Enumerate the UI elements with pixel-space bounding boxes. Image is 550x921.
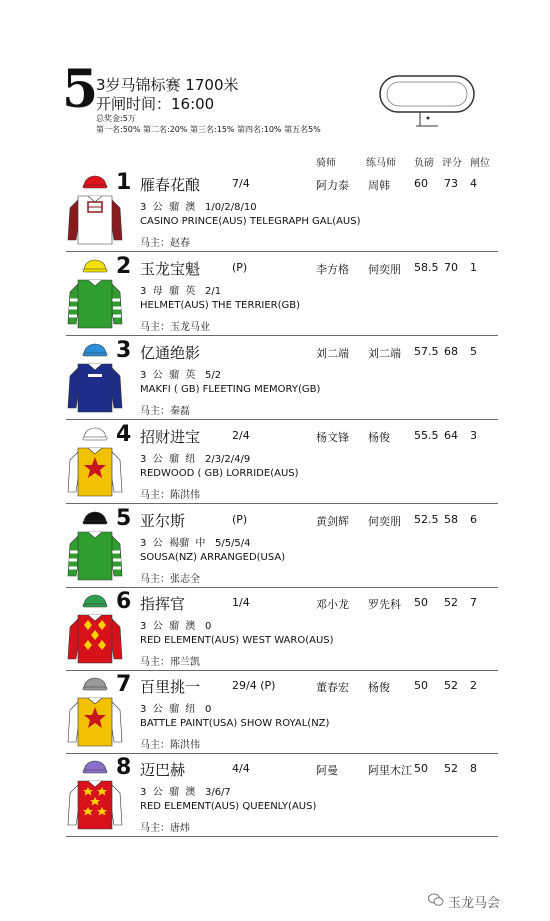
trainer-name: 杨俊 (368, 431, 390, 444)
horse-owner: 马主：陈洪伟 (140, 490, 200, 501)
jockey-name: 刘二端 (316, 347, 349, 360)
jockey-name: 董春宏 (316, 681, 349, 694)
horse-info: 3 母 骝 英 2/1 (140, 286, 222, 297)
horse-owner: 马主：唐炜 (140, 823, 190, 834)
horse-pedigree: CASINO PRINCE(AUS) TELEGRAPH GAL(AUS) (140, 216, 361, 227)
rating: 68 (444, 345, 458, 358)
horse-owner: 马主：赵春 (140, 238, 190, 249)
horse-odds: 29/4 (P) (232, 679, 276, 692)
carried-weight: 50 (414, 679, 428, 692)
horse-pedigree: SOUSA(NZ) ARRANGED(USA) (140, 552, 286, 563)
draw: 3 (470, 429, 477, 442)
horse-owner: 马主：邢兰凯 (140, 657, 200, 668)
carried-weight: 55.5 (414, 429, 439, 442)
horse-name: 迈巴赫 (140, 761, 186, 779)
horse-odds: 1/4 (232, 596, 250, 609)
horse-owner: 马主：秦磊 (140, 406, 190, 417)
horse-owner: 马主：玉龙马业 (140, 322, 210, 333)
draw: 1 (470, 261, 477, 274)
horse-info: 3 公 骝 澳 0 (140, 621, 212, 632)
horse-number: 8 (116, 755, 132, 780)
trainer-name: 罗先科 (368, 598, 401, 611)
rating: 52 (444, 596, 458, 609)
draw: 5 (470, 345, 477, 358)
horse-number: 4 (116, 422, 132, 447)
rating: 52 (444, 679, 458, 692)
jockey-name: 李方格 (316, 263, 349, 276)
horse-pedigree: BATTLE PAINT(USA) SHOW ROYAL(NZ) (140, 718, 330, 729)
horse-owner: 马主：张志全 (140, 574, 200, 585)
rating: 73 (444, 177, 458, 190)
horse-number: 2 (116, 254, 132, 279)
horse-info: 3 公 骝 英 5/2 (140, 370, 222, 381)
horse-odds: 7/4 (232, 177, 250, 190)
horse-info: 3 公 骝 澳 3/6/7 (140, 787, 231, 798)
trainer-name: 刘二端 (368, 347, 401, 360)
jockey-name: 阿力泰 (316, 179, 349, 192)
trainer-name: 何奕朋 (368, 515, 401, 528)
horse-odds: 2/4 (232, 429, 250, 442)
race-prize: 总奖金:5万 (96, 114, 136, 123)
horse-owner: 马主：陈洪伟 (140, 740, 200, 751)
horse-pedigree: RED ELEMENT(AUS) WEST WARO(AUS) (140, 635, 334, 646)
rating: 64 (444, 429, 458, 442)
runner-row (66, 753, 498, 837)
horse-name: 百里挑一 (140, 678, 201, 696)
rating: 70 (444, 261, 458, 274)
horse-odds: (P) (232, 513, 248, 526)
horse-name: 雁春花酿 (140, 176, 201, 194)
horse-info: 3 公 骝 纽 0 (140, 704, 212, 715)
runner-row (66, 587, 498, 671)
draw: 2 (470, 679, 477, 692)
runner-row (66, 252, 498, 336)
carried-weight: 57.5 (414, 345, 439, 358)
horse-name: 亿通绝影 (140, 344, 201, 362)
horse-pedigree: REDWOOD ( GB) LORRIDE(AUS) (140, 468, 299, 479)
draw: 6 (470, 513, 477, 526)
horse-name: 指挥官 (140, 595, 186, 613)
runner-row (66, 504, 498, 588)
race-start-time: 开闸时间：16:00 (96, 95, 215, 113)
trainer-name: 杨俊 (368, 681, 390, 694)
draw: 4 (470, 177, 477, 190)
horse-odds: (P) (232, 261, 248, 274)
horse-pedigree: RED ELEMENT(AUS) QUEENLY(AUS) (140, 801, 317, 812)
horse-number: 7 (116, 672, 132, 697)
jockey-name: 黄剑辉 (316, 515, 349, 528)
horse-info: 3 公 褐骝 中 5/5/5/4 (140, 538, 251, 549)
horse-number: 1 (116, 170, 132, 195)
trainer-name: 阿里木江 (368, 764, 412, 777)
horse-info: 3 公 骝 澳 1/0/2/8/10 (140, 202, 257, 213)
horse-odds: 4/4 (232, 762, 250, 775)
draw: 8 (470, 762, 477, 775)
rating: 52 (444, 762, 458, 775)
trainer-name: 周韩 (368, 179, 390, 192)
horse-name: 玉龙宝魁 (140, 260, 201, 278)
runner-row (66, 420, 498, 504)
watermark: 玉龙马会 (448, 896, 501, 911)
rating: 58 (444, 513, 458, 526)
horse-info: 3 公 骝 纽 2/3/2/4/9 (140, 454, 251, 465)
horse-pedigree: MAKFI ( GB) FLEETING MEMORY(GB) (140, 384, 321, 395)
col-trainer: 练马师 (366, 158, 396, 169)
horse-pedigree: HELMET(AUS) THE TERRIER(GB) (140, 300, 301, 311)
horse-name: 亚尔斯 (140, 512, 186, 530)
race-number: 5 (62, 59, 99, 120)
horse-number: 6 (116, 589, 132, 614)
carried-weight: 52.5 (414, 513, 439, 526)
trainer-name: 何奕朋 (368, 263, 401, 276)
col-draw: 闸位 (470, 158, 490, 169)
carried-weight: 58.5 (414, 261, 439, 274)
col-weight: 负磅 (414, 158, 434, 169)
runner-row (66, 168, 498, 252)
carried-weight: 60 (414, 177, 428, 190)
jockey-name: 邓小龙 (316, 598, 349, 611)
horse-number: 5 (116, 506, 132, 531)
track-map-icon (376, 70, 486, 130)
carried-weight: 50 (414, 596, 428, 609)
col-rating: 评分 (442, 158, 462, 169)
horse-name: 招财进宝 (140, 428, 201, 446)
runner-row (66, 670, 498, 754)
carried-weight: 50 (414, 762, 428, 775)
jockey-name: 杨文锋 (316, 431, 349, 444)
draw: 7 (470, 596, 477, 609)
race-prize-split: 第一名:50% 第二名:20% 第三名:15% 第四名:10% 第五名5% (96, 125, 321, 134)
race-title: 3岁马锦标赛 1700米 (96, 76, 239, 94)
horse-number: 3 (116, 338, 132, 363)
col-jockey: 骑师 (316, 158, 336, 169)
wechat-icon (428, 893, 444, 907)
race-header (0, 0, 550, 150)
runner-row (66, 336, 498, 420)
jockey-name: 阿曼 (316, 764, 338, 777)
